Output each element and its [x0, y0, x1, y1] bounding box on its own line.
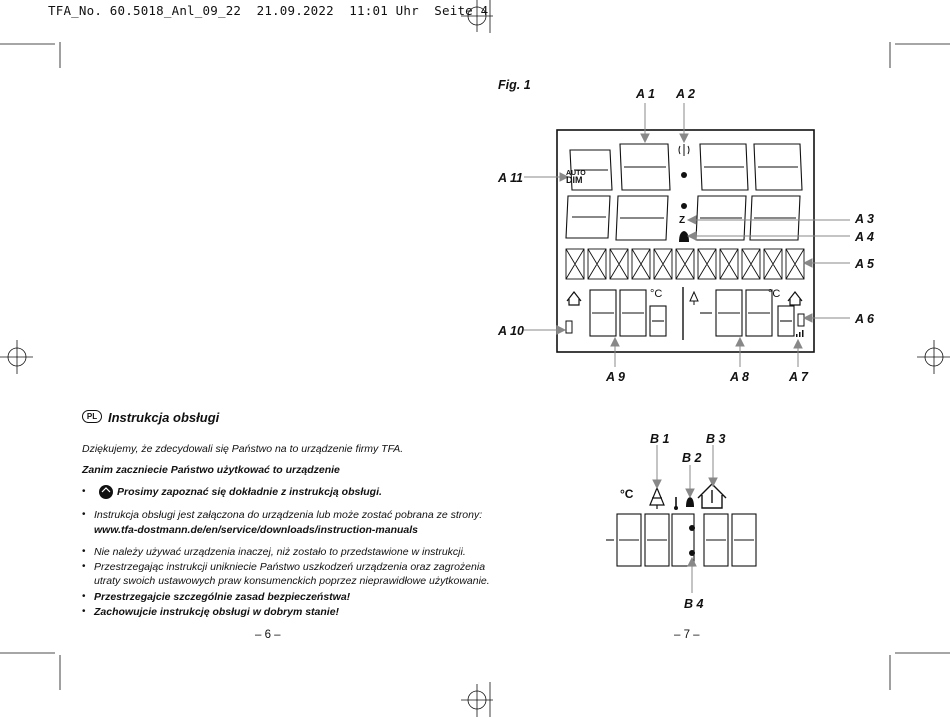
- house-drop-icon: [788, 292, 802, 305]
- alarm-bell-icon-b: [686, 497, 694, 507]
- auto-label: AUTO: [566, 170, 586, 177]
- intro-text: Dziękujemy, że zdecydowali się Państwo na to urządzenie firmy TFA.: [82, 443, 404, 455]
- callout-a4: A 4: [855, 230, 874, 244]
- download-link[interactable]: www.tfa-dostmann.de/en/service/downloads/instruction-manuals: [94, 524, 418, 536]
- page-number-right: – 7 –: [674, 629, 700, 641]
- lcd-display-a: [557, 130, 814, 352]
- snooze-z-label: Z: [679, 215, 686, 226]
- bullet-5: Przestrzegajcie szczególnie zasad bezpieczeństwa!: [94, 591, 351, 603]
- house-icon: [567, 292, 581, 305]
- bullet-1: Prosimy zapoznać się dokładnie z instrukcją obsługi.: [117, 486, 382, 498]
- bullet-marker: •: [82, 591, 86, 602]
- callout-a2: A 2: [676, 87, 695, 101]
- callout-b3: B 3: [706, 432, 726, 446]
- callout-b1: B 1: [650, 432, 670, 446]
- figure-label: Fig. 1: [498, 78, 531, 92]
- bullet-marker: •: [82, 606, 86, 617]
- bullet-3: Nie należy używać urządzenia inaczej, niż zostało to przedstawione w instrukcji.: [94, 546, 466, 558]
- callout-a7: A 7: [789, 370, 808, 384]
- callout-a9: A 9: [606, 370, 625, 384]
- callout-a6: A 6: [855, 312, 874, 326]
- unit-outside: °C: [768, 288, 781, 300]
- alarm-bell-icon: [679, 231, 689, 242]
- callout-a1: A 1: [636, 87, 655, 101]
- bullet-4: Przestrzegając instrukcji unikniecie Państwo uszkodzeń urządzenia oraz zagrożenia: [94, 561, 486, 573]
- tree-icon-b: [650, 488, 664, 509]
- callout-a3: A 3: [855, 212, 874, 226]
- bullet-4-cont: utraty swoich ustawowych praw konsumenckich poprzez nieprawidłowe użytkowanie.: [94, 575, 490, 587]
- unit-inside: °C: [650, 288, 663, 300]
- page-number-left: – 6 –: [255, 629, 281, 641]
- callout-a8: A 8: [730, 370, 749, 384]
- print-slug-header: TFA_No. 60.5018_Anl_09_22 21.09.2022 11:01 Uhr Seite 4: [48, 3, 489, 18]
- signal-bars-icon: [796, 330, 804, 337]
- bullet-marker: •: [82, 486, 86, 497]
- callout-a5: A 5: [855, 257, 874, 271]
- bullet-6: Zachowujcie instrukcję obsługi w dobrym stanie!: [94, 606, 340, 618]
- callout-a10: A 10: [498, 324, 524, 338]
- bullet-2: Instrukcja obsługi jest załączona do urządzenia lub może zostać pobrana ze strony:: [94, 509, 483, 521]
- callout-a11: A 11: [498, 171, 524, 185]
- bullet-marker: •: [82, 546, 86, 557]
- house-icon-b: [698, 484, 726, 508]
- callout-b2: B 2: [682, 451, 702, 465]
- battery-icon-outside: [798, 314, 804, 326]
- hand-icon: [99, 485, 113, 499]
- lcd-text-row: [566, 249, 804, 279]
- bullet-marker: •: [82, 561, 86, 572]
- callout-b4: B 4: [684, 597, 704, 611]
- dim-label: DIM: [566, 175, 583, 185]
- battery-icon-inside: [566, 321, 572, 333]
- unit-b: °C: [620, 487, 634, 501]
- bullet-marker: •: [82, 509, 86, 520]
- radio-signal-icon: [679, 144, 689, 156]
- manual-title: Instrukcja obsługi: [108, 410, 220, 425]
- tree-icon: [690, 292, 698, 305]
- language-badge: PL: [82, 410, 102, 423]
- subheading: Zanim zaczniecie Państwo użytkować to urządzenie: [82, 464, 340, 476]
